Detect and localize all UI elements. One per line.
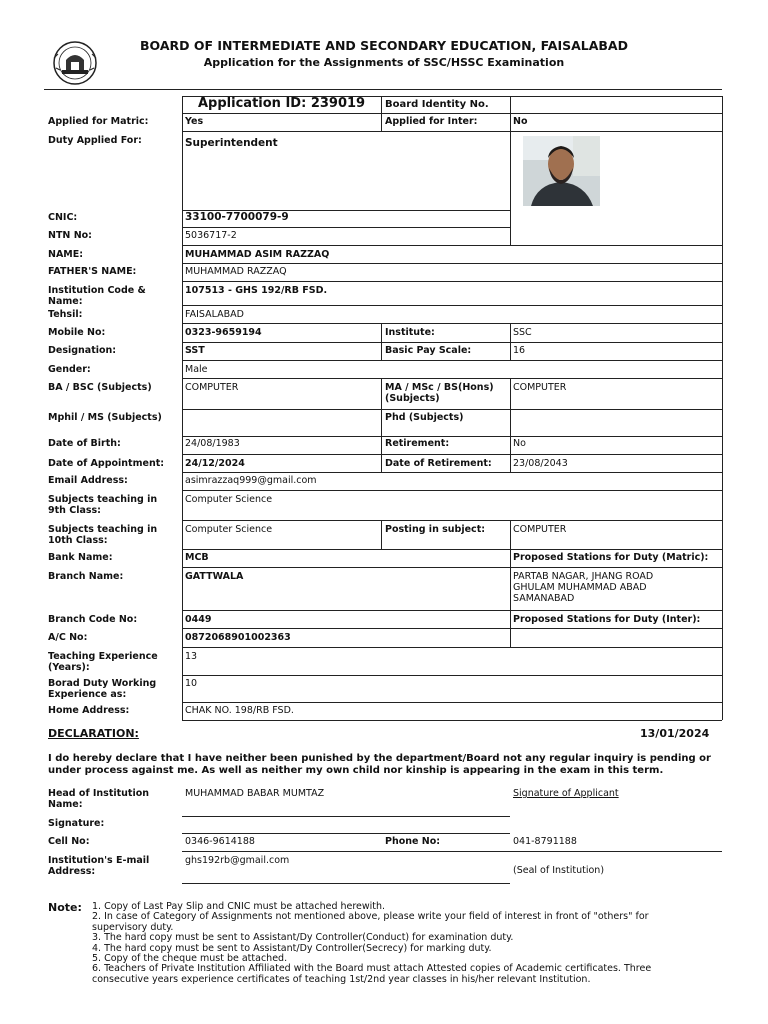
head-label: Head of Institution Name: [48,788,150,810]
application-id-label: Application ID: [198,96,307,111]
institution-label: Institution Code & Name: [48,285,146,307]
teaching-exp-label: Teaching Experience (Years): [48,651,158,673]
seal-of-institution: (Seal of Institution) [513,865,605,876]
head-value: MUHAMMAD BABAR MUMTAZ [185,788,325,799]
ba-value: COMPUTER [185,382,239,393]
notes-list [92,902,702,985]
mobile-value: 0323-9659194 [185,327,262,338]
form-subtitle: Application for the Assignments of SSC/HSSC Examination [203,56,565,69]
father-label: FATHER'S NAME: [48,266,137,277]
phone-value: 041-8791188 [513,836,577,847]
tehsil-value: FAISALABAD [185,309,244,320]
board-exp-label: Borad Duty Working Experience as: [48,678,157,700]
branch-value: GATTWALA [185,571,244,582]
designation-label: Designation: [48,345,117,356]
inst-email-label: Institution's E-mail Address: [48,855,150,877]
dor-label: Date of Retirement: [385,458,492,469]
cnic-label: CNIC: [48,212,78,223]
signature-label: Signature: [48,818,105,829]
phone-label: Phone No: [385,836,441,847]
mobile-label: Mobile No: [48,327,106,338]
cnic-value: 33100-7700079-9 [185,211,289,223]
board-title: BOARD OF INTERMEDIATE AND SECONDARY EDUCATION, FAISALABAD [140,38,628,53]
stations-matric-list [513,571,653,604]
application-id [198,96,365,111]
subj10-label: Subjects teaching in 10th Class: [48,524,158,546]
retirement-value: No [513,438,526,449]
posting-value: COMPUTER [513,524,567,535]
ntn-label: NTN No: [48,230,92,241]
application-id-value: 239019 [310,96,366,111]
doa-label: Date of Appointment: [48,458,165,469]
home-value: CHAK NO. 198/RB FSD. [185,705,294,716]
note-item: 4. The hard copy must be sent to Assistant/Dy Controller(Secrecy) for marking duty. [92,942,492,954]
dob-value: 24/08/1983 [185,438,240,449]
branch-label: Branch Name: [48,571,124,582]
name-label: NAME: [48,249,84,260]
bank-value: MCB [185,552,209,563]
dor-value: 23/08/2043 [513,458,568,469]
teaching-exp-value: 13 [185,651,198,662]
board-exp-value: 10 [185,678,198,689]
declaration-text: I do hereby declare that I have neither been punished by the department/Board not any regular inquiry is pending or under process against me. As well as neither my own child nor kinship is appearing in the exam in this term. [48,753,711,776]
ba-label: BA / BSC (Subjects) [48,382,152,393]
doa-value: 24/12/2024 [185,458,245,469]
stations-matric-item: GHULAM MUHAMMAD ABAD [513,582,647,593]
designation-value: SST [185,345,205,356]
institution-value: 107513 - GHS 192/RB FSD. [185,285,328,296]
note-item: 5. Copy of the cheque must be attached. [92,953,288,965]
stations-matric-label: Proposed Stations for Duty (Matric): [513,552,709,563]
retirement-label: Retirement: [385,438,450,449]
applied-matric-label: Applied for Matric: [48,116,149,127]
duty-label: Duty Applied For: [48,135,142,146]
applied-inter-value: No [513,116,528,127]
mphil-label: Mphil / MS (Subjects) [48,412,162,423]
phd-label: Phd (Subjects) [385,412,464,423]
note-item: 6. Teachers of Private Institution Affiliated with the Board must attach Attested copies of Academic certificates. Three consecutive years experience certificates of teaching 1st/2nd year classes in his/her relevant Institution. [92,963,652,985]
bps-value: 16 [513,345,526,356]
applied-inter-label: Applied for Inter: [385,116,478,127]
signature-of-applicant: Signature of Applicant [513,788,619,799]
branch-code-label: Branch Code No: [48,614,138,625]
note-item: 2. In case of Category of Assignments not mentioned above, please write your field of interest in front of "others" for supervisory duty. [92,911,649,933]
note-item: 3. The hard copy must be sent to Assistant/Dy Controller(Conduct) for examination duty. [92,932,514,944]
subj10-value: Computer Science [185,524,273,535]
note-item: 1. Copy of Last Pay Slip and CNIC must be attached herewith. [92,901,386,912]
declaration-date: 13/01/2024 [640,727,710,740]
ntn-value: 5036717-2 [185,230,237,241]
ma-label: MA / MSc / BS(Hons) (Subjects) [385,382,494,404]
gender-label: Gender: [48,364,91,375]
posting-label: Posting in subject: [385,524,486,535]
bank-label: Bank Name: [48,552,113,563]
duty-value: Superintendent [185,137,278,149]
bps-label: Basic Pay Scale: [385,345,472,356]
home-label: Home Address: [48,705,130,716]
cell-value: 0346-9614188 [185,836,255,847]
stations-matric-item: SAMANABAD [513,593,575,604]
gender-value: Male [185,364,208,375]
ac-value: 0872068901002363 [185,632,291,643]
ac-label: A/C No: [48,632,88,643]
father-value: MUHAMMAD RAZZAQ [185,266,287,277]
email-label: Email Address: [48,475,128,486]
declaration-heading: DECLARATION: [48,727,139,740]
cell-label: Cell No: [48,836,90,847]
dob-label: Date of Birth: [48,438,121,449]
subj9-label: Subjects teaching in 9th Class: [48,494,158,516]
applied-matric-value: Yes [185,116,204,127]
applicant-photo [523,136,600,206]
branch-code-value: 0449 [185,614,212,625]
institute-value: SSC [513,327,532,338]
inst-email-value: ghs192rb@gmail.com [185,855,290,866]
tehsil-label: Tehsil: [48,309,83,320]
institute-label: Institute: [385,327,435,338]
name-value: MUHAMMAD ASIM RAZZAQ [185,249,330,260]
email-value: asimrazzaq999@gmail.com [185,475,317,486]
stations-matric-item: PARTAB NAGAR, JHANG ROAD [513,571,654,582]
board-identity-label: Board Identity No. [385,99,489,110]
stations-inter-label: Proposed Stations for Duty (Inter): [513,614,701,625]
ma-value: COMPUTER [513,382,567,393]
subj9-value: Computer Science [185,494,273,505]
note-heading: Note: [48,901,82,914]
